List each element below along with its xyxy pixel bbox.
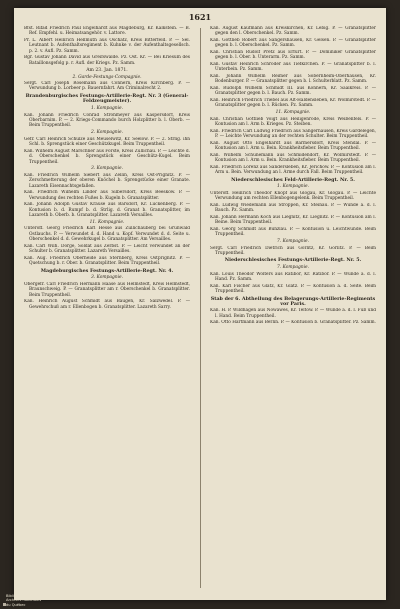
casualty-entry: Kan. Friedrich Carl Ludwig Friedrich aus Sangerhausen, Kreis Gardelegen, P. — Leichte Verwundung an der rechten Schulter. Beim Truppentheil.: [210, 128, 376, 140]
archive-logo-icon: [3, 603, 6, 606]
section-heading: 1. Kompagnie.: [276, 184, 310, 190]
casualty-entry: Bgr. Gustav Johann David aus Greifswalde. Pz. Ost. Kr. — Bei Kriesum des Bataillonsgefolg p. r. Aufl. der Kriegs. Pz. Samm.: [24, 55, 190, 66]
footer-line: Bibliothèque et: [6, 593, 34, 598]
casualty-entry: Kan. H. P. Wildhagen aus Nowawes, Kr. Teltow. P. — Wunde a. d. l. Fuß und l. Hand. Beim Truppentheil.: [210, 308, 376, 319]
casualty-entry: Kan. Friedrich Lorenz aus Sandersleben, Kr. Jerichow. P. — Kontusion am l. Arm u. Bein. Verwundung an l. Arme durch Fall. Beim Truppentheil.: [210, 164, 376, 176]
casualty-entry: Unteroff. Heinrich Theodor Knopf aus Glogau, Kr. Glogau. P. — Leichte Verwundung am rechten Ellenbogengelenk. Beim Truppentheil.: [210, 190, 376, 202]
footer-line: du Québec: [6, 602, 26, 607]
casualty-entry: Kan. Carl Wilh. Dörge, Soldat aus Zerbst. P. — Leicht verwundet an der Schulter b. Granatsplitter. Lazareth Versailles.: [24, 243, 190, 255]
casualty-entry: Kan. Christian Gottlieb Voigt aus Heiligenrode, Kreis Weißenfels. P. — Kontusion am l. Arm b. Krieges. Pz. Steiben.: [210, 116, 376, 128]
section-heading: Niederschlesisches Feld-Artillerie-Regt. Nr. 5.: [231, 176, 355, 183]
section-heading: 3. Kompagnie.: [90, 166, 124, 172]
casualty-entry: Kan. Louis Theodor Wolters aus Ratibor, Kr. Ratibor. P. — Wunde a. d. l. Hand. Pz. Samm.: [210, 271, 376, 283]
section-heading: 11. Kompagnie.: [275, 110, 311, 116]
casualty-entry: Kan. Wilhelm August Marschner aus Forste, Kreis Züllichau. P. — Leichte d. d. Oberschenkel b. Sprengstück einer Geschütz-Kugel. Beim Truppentheil.: [24, 148, 190, 165]
section-heading: Brandenburgisches Festungs-Artillerie-Regt. Nr. 3 (General-Feldzeugmeister).: [25, 92, 189, 105]
casualty-entry: Kan. August Kaufmann aus Kreiskirchen, Kr. Lebig. P. — Granatsplitter gegen den l. Oberschenkel. Pz. Samm.: [210, 26, 376, 37]
column-divider: [200, 28, 201, 588]
casualty-entry: Kan. Gustav Heinrich Schröder aus Tiefkirchen. P. — Granatsplitter b. l. Unterbein. Pz. Samm.: [210, 62, 376, 73]
document-page: [14, 8, 386, 600]
section-heading: 7. Kompagnie.: [276, 239, 310, 245]
archive-footer: [0, 594, 126, 607]
footer-line: Archives nationales: [6, 598, 42, 603]
casualty-entry: Kan. Georg Schmidt aus Bunzlau. P. — Kontusion u. Leichtwunde. Beim Truppentheil.: [210, 226, 376, 238]
casualty-entry: Kan. Friedrich Wilhelm Linder aus Silbersdorf, Kreis Beeskow. P. — Verwundung des rechten Fußes b. Kugeln b. Granatsplitter.: [24, 190, 190, 201]
left-column: [24, 26, 190, 311]
casualty-entry: Kan. Heinrich Friedrich Triebel aus Alt-Haldensleben, Kr. Wolmirstedt. P. — Granatsplitter gegen b. l. Rücken. Pz. Samm.: [210, 98, 376, 109]
casualty-entry: Gefr. Carl Heinrich Schulze aus Meuselwitz, Kr. Seelow. P. — 2. Strlig. ihn Schl. b. Sprengstück einer Geschützkugel. Beim Truppentheil.: [24, 136, 190, 148]
casualty-entry: Kan. Johann Friedrich Conrad Strohmeyer aus Kaspersdorf, Kreis Oberbarnim. P. — 2. Kriegs-Commando burch Holzplitter b. l. Oberb. — Beim Truppentheil.: [24, 112, 190, 129]
casualty-entry: Sergt. Carl Friedrich Dietrich aus Görlitz, Kr. Görlitz. P. — Beim Truppentheil.: [210, 245, 376, 256]
casualty-entry: Kan. Johann Hermann Koch aus Liegnitz, Kr. Liegnitz. P. — Kontusion am l. Beine. Beim Truppentheil.: [210, 214, 376, 226]
casualty-entry: Unteroff. Georg Friedrich Karl Hesse aus Züllichauberg bei Grünwald Ostlauchs. P. — Verwundet d. d. Hand u. Kopf. Verwundet d. d. Seite u. Oberschenkel d. d. Gewehrkugel b. Granatsplitter. Am Versailles.: [24, 226, 190, 243]
section-heading: Magdeburgisches Festungs-Artillerie-Regt. Nr. 4.: [40, 267, 174, 274]
casualty-entry: Sergt. Carl Joseph Rosemann aus Cönnern, Kreis Kirchberg. P. — Verwundung b. Lorbeer p. Bauernfahrt. Am Criminalrecht 2.: [24, 81, 190, 92]
section-heading: 2. Kompagnie.: [90, 130, 124, 136]
casualty-entry: Kan. Johann Adolph Gustav Krause aus Bärsdorf, Kr. Luckenberg. P. — Kontusion b. d. Rumpf b. d. Strlig. d. Granat b. Granatsplitter, im Lazareth b. Oberb. b. Granatsplitter. Lazareth Versailles.: [24, 202, 190, 219]
casualty-entry: Kan. Wilhelm Schünemann aus Schmidendorf, Kr. Wolmirstedt. P. — Kontusion am l. Arm u. Bein. Krankheitsfieber. Beim Truppentheil.: [210, 152, 376, 164]
section-heading: 1. Kompagnie.: [90, 106, 124, 112]
casualty-entry: Kan. Gottlieb Robert aus Sangershausen, Kr. Gelsen. P. — Granatsplitter gegen b. l. Oberschenkel. Pz. Samm.: [210, 38, 376, 49]
casualty-entry: Kan. Friedrich Wilhelm Siebert aus Zellin, Kreis Ost-Prignitz. P. — Zerschmetterung der oberen Knöchel b. Sprengstücke einer Granate. Lazareth Eisennachtsgefallen.: [24, 172, 190, 189]
page-number: 1621: [188, 12, 212, 22]
casualty-entry: Pr. L. Albert Heinrich Hellmuth aus Oschatz, Kreis Bitterfeld. P. — Sel. Leutnant b. Aufenthaltsregiment b. Kuhnke v. der Aufenthaltsgesellsch. p. 2. v. Aufl. Pz. Samm.: [24, 38, 190, 54]
casualty-entry: Kan. Ludwig Wiedemann aus Stroppen, Kr. Steinau. P. — Wunde a. d. l. Bauch. Pz. Samm.: [210, 202, 376, 214]
section-heading: 3. Kompagnie.: [90, 275, 124, 281]
section-heading: Niederschlesisches Festungs-Artillerie-Regt. Nr. 5.: [224, 257, 362, 264]
date-heading: Am 23. Jan. 1871.: [86, 67, 128, 73]
casualty-entry: Kan. Heinrich August Schmidt aus Baugen, Kr. Salzwedel. P. — Gewehrschuß am r. Ellenbogen b. Granatsplitter. Lazareth Sarry.: [24, 299, 190, 310]
casualty-entry: Kan. Aug. Friedrich Oberheide aus Sternberg, Kreis Ostprignitz. P. — Quetschung b. r. Ober. b. Granatsplitter. Beim Truppentheil.: [24, 255, 190, 267]
casualty-entry: Kan. Johann Wilhelm Reimer aus Sobernheim-Oberhausen, Kr. Bodenburger. P. — Granatsplitter gegen b. l. Schulterblatt. Pz. Samm.: [210, 74, 376, 85]
section-heading: Stab der 6. Abtheilung des Belagerungs-Artillerie-Regiments vor Paris.: [210, 295, 376, 307]
section-heading: 7. Kompagnie.: [276, 265, 310, 271]
section-heading: 2. Garde-Festungs-Compagnie.: [72, 74, 142, 80]
casualty-entry: Kan. Christian Rudolf Pretz aus Erfurt. P. — Dominiker Granatsplitter gegen b. l. Ober. b. Unterarm. Pz. Samm.: [210, 50, 376, 61]
right-column: [210, 26, 376, 327]
casualty-entry: Kan. Otto Hartmann aus Berlin. P. — Kontusion b. Granatsplitter. Pz. Samm.: [210, 320, 376, 326]
casualty-entry: Bfst. Rifad Friedrich Paul Engelhardt aus Magdeburg, Kr. Kalkstein. — B. Ref. Empfehl. u. Heimatsangehör. v. Lattore.: [24, 26, 190, 37]
casualty-entry: Kan. August Otto Engelhardt aus Barmersdorf, Kreis Stendal. P. — Kontusion am l. Arm u. Bein. Krankheitsfieber. Beim Truppentheil.: [210, 140, 376, 152]
casualty-entry: Kan. Karl Fischer aus Glatz, Kr. Glatz. P. — Kontusion a. d. Seite. Beim Truppentheil.: [210, 283, 376, 295]
section-heading: 11. Kompagnie.: [89, 219, 125, 225]
casualty-entry: Obergefr. Carl Friedrich Hermann Haase aus Helmstedt, Kreis Helmstedt, Braunschweig. P. — Granatsplitter am r. Oberschenkel b. Granatsplitter. Beim Truppentheil.: [24, 281, 190, 298]
casualty-entry: Kan. Rudolph Wilhelm Schmidt III. aus Könnern, Kr. Saalkreis. P. — Granatsplitter gegen b. l. Bauch. Pz. Samm.: [210, 86, 376, 97]
